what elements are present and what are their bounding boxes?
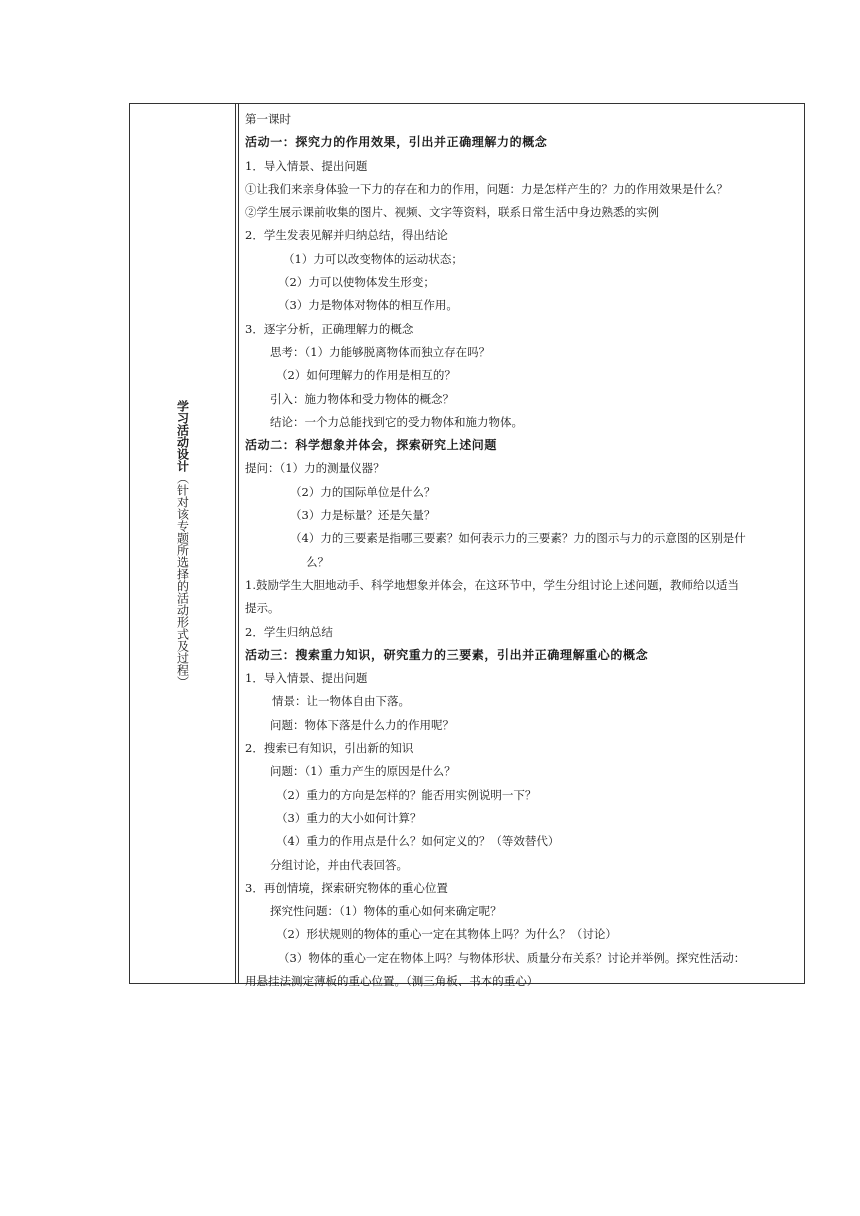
text-line: （2）力的国际单位是什么？: [290, 484, 436, 499]
text-line: 结论：一个力总能找到它的受力物体和施力物体。: [270, 414, 523, 429]
text-line: （4）重力的作用点是什么？如何定义的？（等效替代）: [276, 834, 560, 849]
text-line: 3．逐字分析，正确理解力的概念: [245, 321, 414, 336]
text-line: 3．再创情境，探索研究物体的重心位置: [245, 880, 448, 895]
text-line: 1．导入情景、提出问题: [245, 158, 368, 173]
text-line: 2．学生发表见解并归纳总结，得出结论: [245, 228, 448, 243]
text-line: （3）物体的重心一定在物体上吗？与物体形状、质量分布关系？讨论并举例。探究性活动：: [278, 950, 746, 965]
row-label-cell: [130, 104, 236, 983]
text-line: 问题：（1）重力产生的原因是什么？: [270, 764, 456, 779]
text-line: 分组讨论，并由代表回答。: [270, 857, 408, 872]
text-line: （3）重力的大小如何计算？: [276, 810, 422, 825]
text-line: 提示。: [245, 601, 280, 616]
text-line: 探究性问题：（1）物体的重心如何来确定呢？: [270, 904, 502, 919]
text-line: ②学生展示课前收集的图片、视频、文字等资料，联系日常生活中身边熟悉的实例: [245, 205, 659, 220]
row-label-title: 学习活动设计: [175, 399, 190, 472]
text-line: 思考：（1）力能够脱离物体而独立存在吗？: [270, 344, 491, 359]
row-label: [176, 400, 190, 688]
text-line: 提问：（1）力的测量仪器？: [245, 461, 385, 476]
lesson-table: [129, 103, 805, 988]
text-line: （2）如何理解力的作用是相互的？: [276, 368, 456, 383]
text-line: 引入：施力物体和受力物体的概念？: [270, 391, 454, 406]
content-cell: [238, 104, 804, 988]
text-line: （3）力是标量？还是矢量？: [290, 508, 436, 523]
text-line: （2）力可以使物体发生形变；: [278, 275, 435, 290]
lesson-period: 第一课时: [245, 112, 291, 126]
text-line: （2）重力的方向是怎样的？能否用实例说明一下？: [276, 787, 537, 802]
text-line: （3）力是物体对物体的相互作用。: [278, 298, 458, 313]
text-line: 情景：让一物体自由下落。: [272, 694, 410, 709]
text-line: （2）形状规则的物体的重心一定在其物体上吗？为什么？（讨论）: [276, 927, 617, 942]
text-line: 2．学生归纳总结: [245, 624, 333, 639]
activity-1-heading: 活动一：探究力的作用效果，引出并正确理解力的概念: [245, 135, 548, 150]
text-line: 问题：物体下落是什么力的作用呢？: [270, 717, 454, 732]
text-line: 么？: [306, 554, 329, 569]
text-line: 1.鼓励学生大胆地动手、科学地想象并体会，在这环节中，学生分组讨论上述问题，教师给以适当: [245, 577, 739, 592]
row-label-subtitle: （针对该专题所选择的活动形式及过程）: [175, 471, 190, 688]
text-line: （1）力可以改变物体的运动状态；: [283, 251, 463, 266]
text-line: 1．导入情景、提出问题: [245, 671, 368, 686]
text-line: ①让我们来亲身体验一下力的存在和力的作用，问题：力是怎样产生的？力的作用效果是什么？: [245, 181, 728, 196]
activity-3-heading: 活动三：搜索重力知识，研究重力的三要素，引出并正确理解重心的概念: [245, 647, 649, 662]
text-line: 用悬挂法测定薄板的重心位置。（测三角板、书本的重心）: [245, 973, 539, 988]
text-line: 2．搜索已有知识，引出新的知识: [245, 741, 414, 756]
activity-2-heading: 活动二：科学想象并体会，探索研究上述问题: [245, 438, 498, 453]
text-line: （4）力的三要素是指哪三要素？如何表示力的三要素？力的图示与力的示意图的区别是什: [290, 531, 746, 546]
